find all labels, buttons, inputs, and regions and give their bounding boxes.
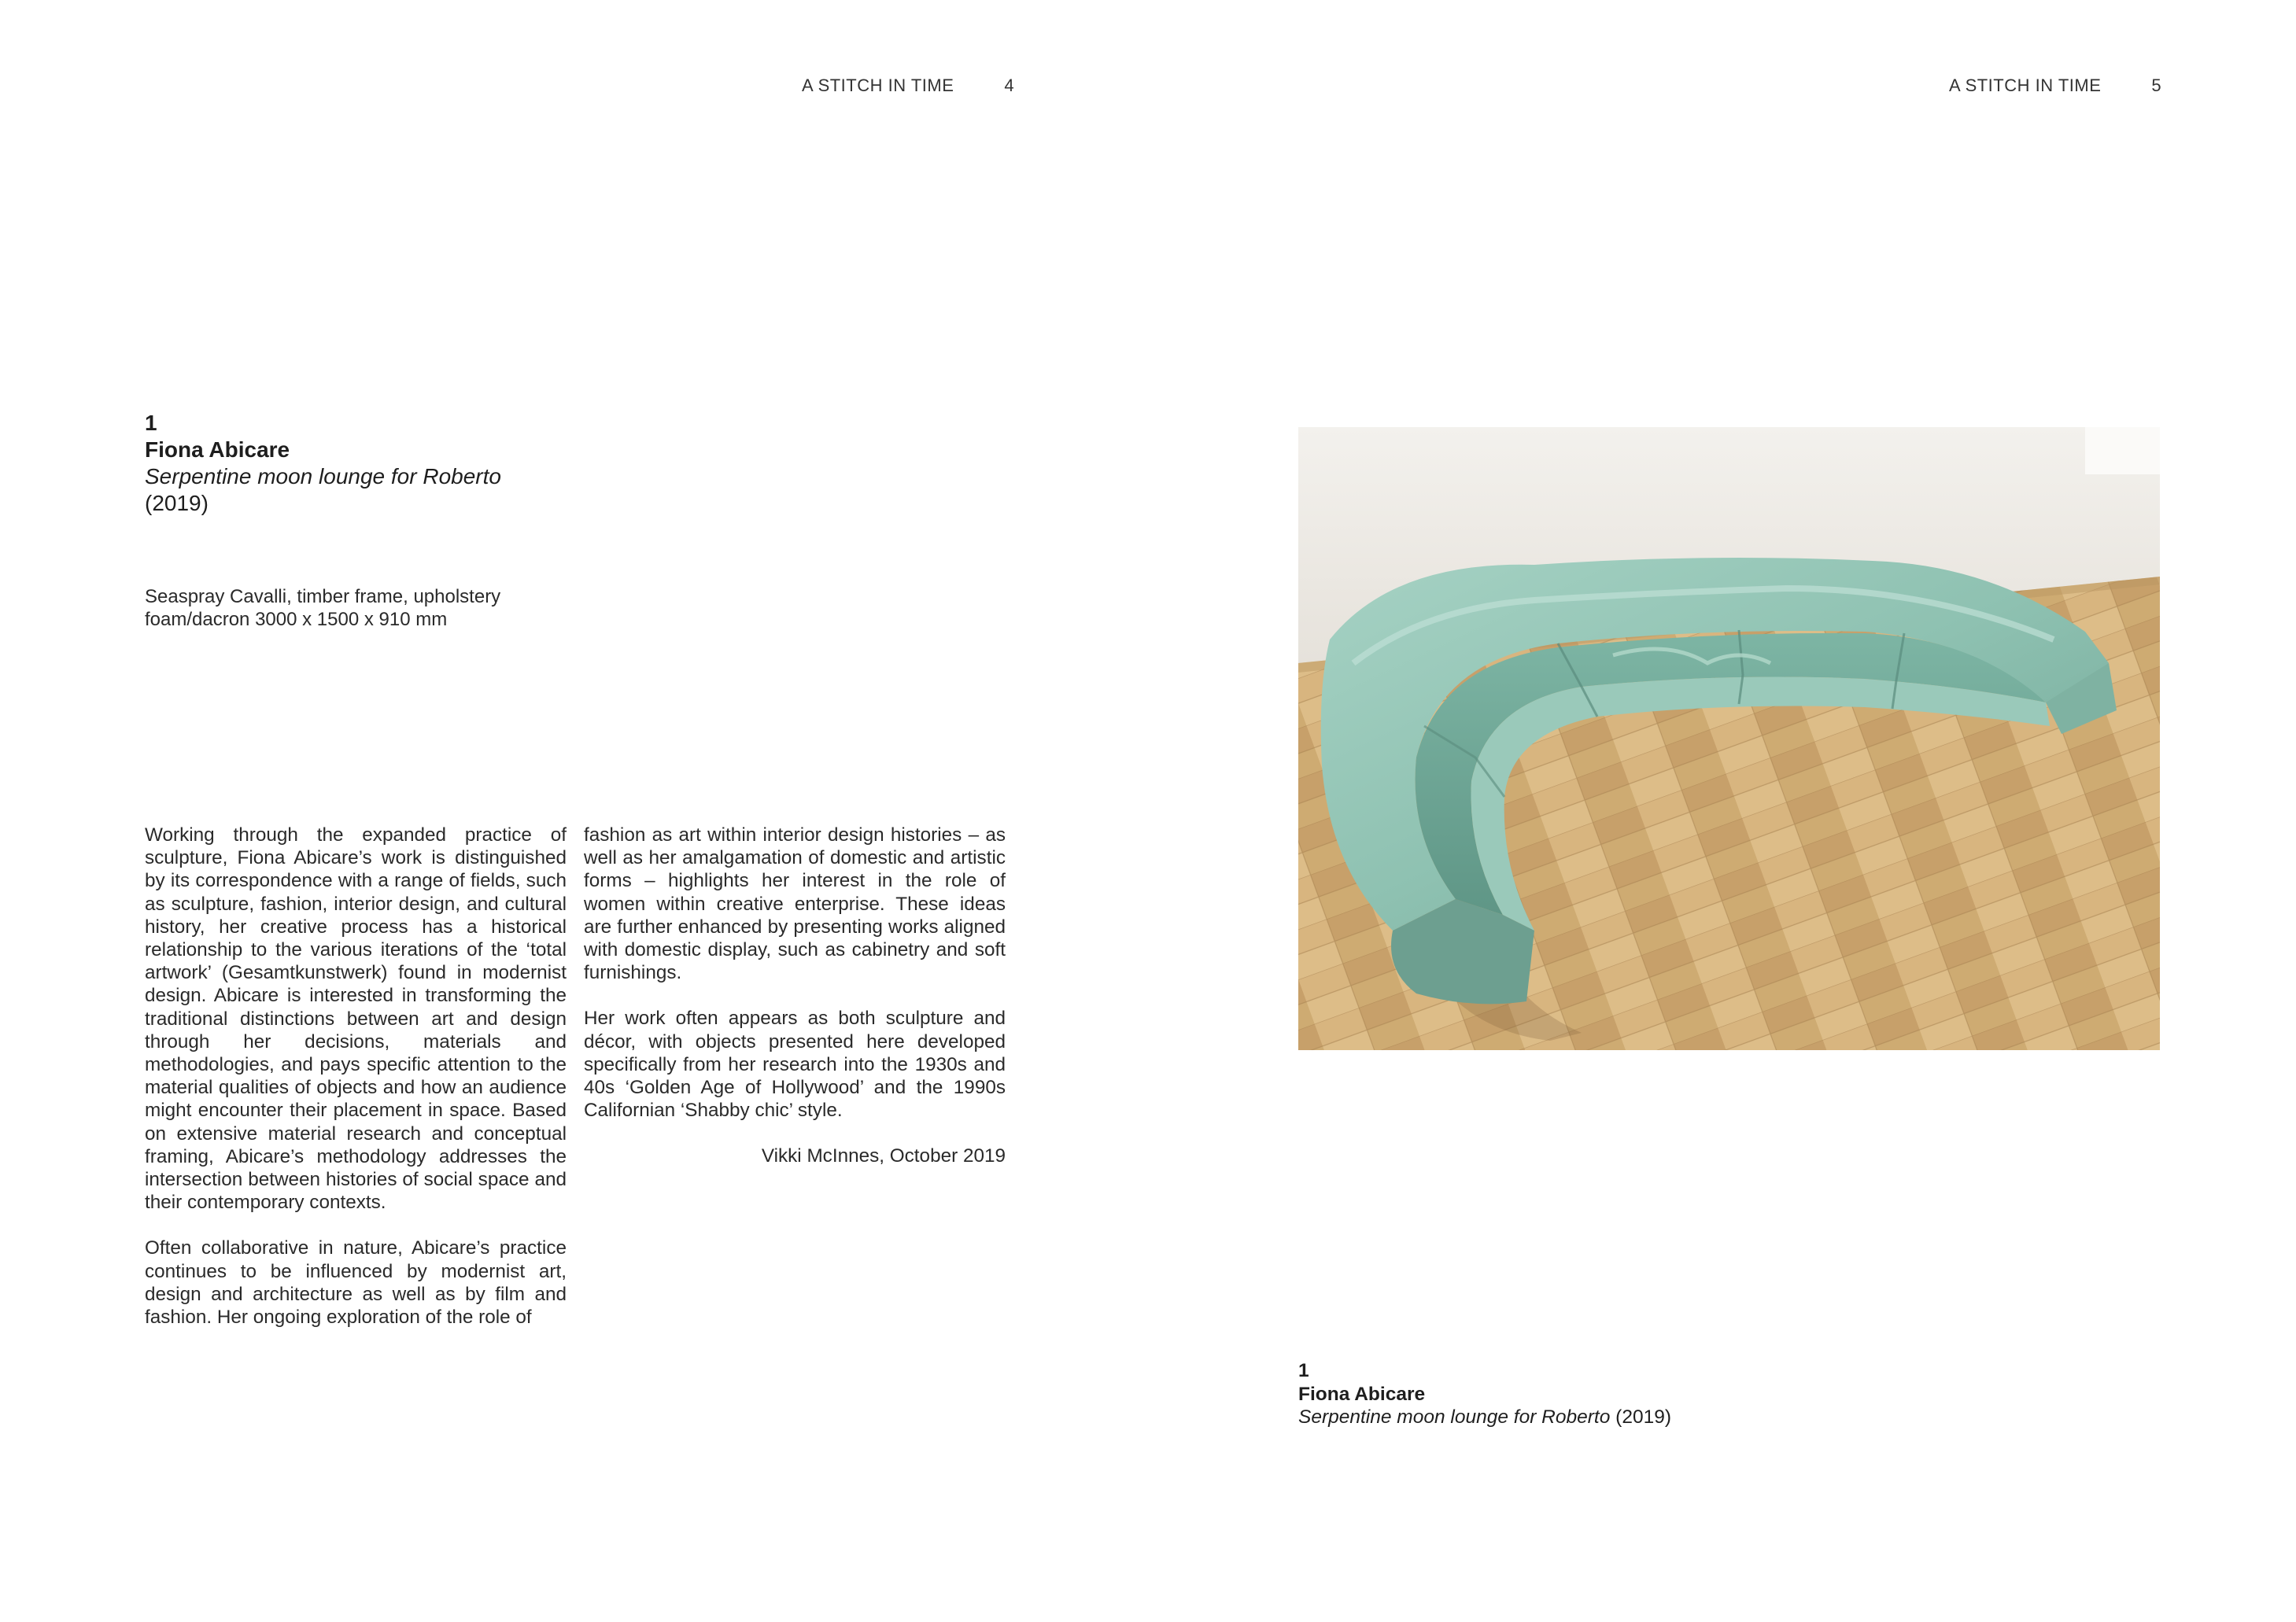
artwork-materials: Seaspray Cavalli, timber frame, upholstery foam/dacron 3000 x 1500 x 910 mm bbox=[145, 586, 501, 630]
artwork-year: (2019) bbox=[145, 491, 209, 515]
running-head-right bbox=[1949, 76, 2161, 96]
artwork-entry bbox=[145, 410, 501, 517]
artwork-photo bbox=[1298, 427, 2160, 1050]
page-number: 5 bbox=[2151, 76, 2162, 95]
running-head-title: A STITCH IN TIME bbox=[802, 76, 954, 95]
page-number: 4 bbox=[1004, 76, 1015, 95]
essay-paragraph: Her work often appears as both sculpture and décor, with objects presented here developed specifically from her research into the 1930s and 40s ‘Golden Age of Hollywood’ and the 1990s Californian ‘Shabby chic’ style. bbox=[584, 1008, 1006, 1122]
essay-paragraph: Working through the expanded practice of sculpture, Fiona Abicare’s work is distinguished by its correspondence with a range of fields, such as sculpture, fashion, interior design, and cultural history, her creative process has a historical relationship to the various iterations of the ‘total artwork’ (Gesamtkunstwerk) found in modernist design. Abicare is interested in transforming the traditional distinctions between art and design through her decisions, materials and methodologies, and pays specific attention to the material qualities of objects and how an audience might encounter their placement in space. Based on extensive material research and conceptual framing, Abicare’s methodology addresses the intersection between histories of social space and their contemporary contexts. bbox=[145, 824, 567, 1214]
entry-number: 1 bbox=[145, 411, 157, 435]
artwork-title: Serpentine moon lounge for Roberto bbox=[145, 464, 501, 488]
essay-paragraph: fashion as art within interior design histories – as well as her amalgamation of domestic and artistic forms – highlights her interest in the role of women within creative enterprise. These ideas are further enhanced by presenting works aligned with domestic display, such as cabinetry and soft furnishings. bbox=[584, 824, 1006, 984]
artist-name: Fiona Abicare bbox=[145, 437, 290, 462]
essay-column-2 bbox=[584, 824, 1006, 1191]
running-head-left bbox=[802, 76, 1014, 96]
essay-signoff: Vikki McInnes, October 2019 bbox=[761, 1145, 1006, 1167]
running-head-title: A STITCH IN TIME bbox=[1949, 76, 2102, 95]
caption-number: 1 bbox=[1298, 1360, 1309, 1381]
caption-title: Serpentine moon lounge for Roberto bbox=[1298, 1406, 1611, 1428]
essay-column-1 bbox=[145, 824, 567, 1351]
caption-year: (2019) bbox=[1615, 1406, 1671, 1428]
caption-artist: Fiona Abicare bbox=[1298, 1383, 1426, 1405]
sofa-photo-illustration bbox=[1298, 427, 2160, 1050]
essay-paragraph: Often collaborative in nature, Abicare’s practice continues to be influenced by modernist art, design and architecture as well as by film and fashion. Her ongoing exploration of the role of bbox=[145, 1237, 567, 1329]
photo-caption bbox=[1298, 1359, 1671, 1429]
